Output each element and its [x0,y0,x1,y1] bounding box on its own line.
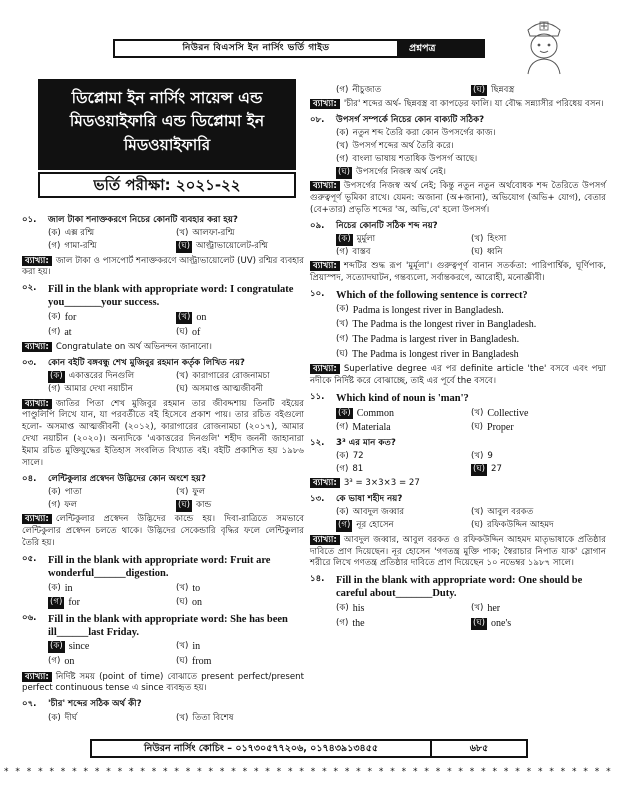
explanation [310,181,606,217]
question-number: ০৭. [22,699,37,710]
option-text: 27 [491,463,502,474]
option [176,640,304,655]
option-marker: (খ) [176,487,189,498]
star-border: * * * * * * * * * * * * * * * * * * * * * * * * * * * * * * * * * * * * * * * * * * * * * * * * * * * * * * [4,767,613,777]
correct-option [336,406,471,421]
option-marker: (ক) [48,712,61,723]
option-marker: (ঘ) [471,246,484,257]
option-marker: (ক) [338,407,351,418]
option-text: Collective [487,407,529,419]
question-number: ০১. [22,215,37,225]
option-marker: (গ) [50,597,63,608]
option-marker: (গ) [48,241,61,252]
option [48,311,176,326]
option [176,596,304,611]
question [22,215,304,227]
option-marker: (গ) [336,617,349,628]
question [310,289,606,302]
option-marker: (ক) [338,233,351,244]
question-number: ১২. [310,437,325,448]
option [176,487,304,500]
explanation [310,364,606,388]
explanation-label: ব্যাখ্যা: [310,535,340,545]
explanation-text: Congratulate on অর্থ অভিনন্দন জানানো। [55,342,212,353]
explanation [310,478,606,490]
option [336,246,471,259]
option-marker: (খ) [176,582,189,593]
option-list [22,640,304,670]
option-text: on [64,656,75,668]
option [336,421,471,436]
question-text: লেন্টিকুলার প্রস্বেদন উদ্ভিদের কোন অংশে হয়? [48,473,206,484]
option-list [310,406,606,436]
option [48,499,176,512]
left-column [22,213,304,726]
option-text: on [196,312,207,324]
course-title-box [38,79,296,170]
option-text: from [192,656,212,668]
option-text: The Padma is largest river in Bangladesh. [352,334,520,346]
explanation-text: 'চীর' শব্দের অর্থ- ছিন্নবস্ত্র বা কাপড়ের ফালি। যা বৌদ্ধ সন্ন্যাসীর পরিধেয় বসন। [343,98,604,109]
option [471,246,606,259]
option-marker: (ক) [48,487,61,498]
question-text: উপসর্গ সম্পর্কে নিচের কোন বাক্যটি সঠিক? [336,114,485,125]
option-marker: (ক) [336,507,349,518]
option [336,463,471,476]
option-text: একাত্তরের দিনগুলি [68,371,135,382]
option [336,451,471,464]
question-number: ১৪. [310,574,325,585]
explanation-label: ব্যাখ্যা: [22,342,52,352]
correct-option [48,371,176,384]
option-text: The Padma is longest river in Bangladesh [352,348,519,360]
option-text: in [192,641,201,653]
option-marker: (ক) [50,641,63,652]
question [22,474,304,486]
option-text: her [487,602,501,614]
question-number: ০৩. [22,358,37,368]
option-text: এক্স রশ্মি [64,228,95,239]
option-marker: (গ) [338,520,351,531]
option-marker: (খ) [471,233,484,244]
guide-title: নিউরন বিএসসি ইন নার্সিং ভর্তি গাইড [182,43,330,54]
option [471,233,606,246]
option-text: দীর্ঘ [64,712,78,723]
option-text: নূর হোসেন [356,520,394,531]
question-text: Fill in the blank with appropriate word: One should be careful about_______Duty. [336,575,583,600]
option-text: Common [356,407,394,419]
option-marker: (ক) [50,371,63,382]
option [48,487,176,500]
explanation-label: ব্যাখ্যা: [310,364,340,374]
option-marker: (ক) [48,312,61,323]
option-text: 81 [352,463,364,474]
option-text: উপসর্গ শব্দের অর্থ তৈরি করে। [352,140,454,151]
question-text: কোন বইটি বঙ্গবন্ধু শেখ মুজিবুর রহমান কর্তৃক লিখিত নয়? [48,358,245,368]
question-number: ০৪. [22,473,37,484]
option-text: অসমাপ্ত আত্মজীবনী [192,384,264,395]
option [471,601,606,616]
question-number: ০৮. [310,114,325,125]
option-list [310,128,606,179]
option-text: নতুন শব্দ তৈরি করা কোন উপসর্গের কাজ। [352,128,496,139]
question [310,494,606,506]
option-text: কারাগারের রোজনামচা [192,371,270,382]
option-text: মুর্মুলা [356,233,376,244]
option-marker: (খ) [471,407,484,418]
question-text: Which kind of noun is 'man'? [336,392,469,404]
option [336,140,606,153]
option [336,84,471,97]
option-text: আবুল বরকত [487,507,534,518]
option-marker: (খ) [176,641,189,652]
exam-year: ভর্তি পরীক্ষা: ২০২১-২২ [93,175,241,194]
question-text: জাল টাকা শনাক্তকরণে নিচের কোনটি ব্যবহার করা হয়? [48,215,238,225]
explanation-label: ব্যাখ্যা: [22,514,52,524]
option [48,712,176,725]
question-number: ০৫. [22,553,37,564]
option-marker: (ক) [336,602,349,613]
option-marker: (গ) [336,422,349,433]
option-text: 9 [487,451,493,461]
option-marker: (ঘ) [473,463,486,474]
question [310,221,606,233]
explanation [22,342,304,354]
correct-option [176,499,304,512]
right-column [310,83,606,632]
option-marker: (ঘ) [178,241,191,252]
option-text: the [352,617,365,629]
question [310,115,606,127]
option-list [22,371,304,397]
option-list [22,581,304,611]
explanation-text: লেন্টিকুলার প্রস্বেদন উদ্ভিদের কান্ডে হয়। দিবা-রাত্রিতে সমভাবে লেন্টিকুলার প্রস্বেদন চলতে থাকে। উদ্ভিদের সেকেন্ডারি বৃদ্ধির ফলে লেন্টিকুলার তৈরি হয়। [22,514,304,549]
explanation-text: জাল টাকা ও পাসপোর্ট শনাক্তকরণে আল্ট্রাভায়োলেট (UV) রশ্মির ব্যবহার করা হয়। [22,255,304,278]
option-text: of [192,326,201,338]
option-marker: (গ) [336,334,349,345]
explanation-text: Superlative degree এর পর definite article 'the' বসবে এবং পদ্মা নদীকে নির্দিষ্ট করে বোঝাচ্ছে, তাই এর পূর্বে the বসবে। [310,364,606,387]
option-marker: (খ) [471,602,484,613]
option-text: 72 [352,451,364,461]
correct-option [471,84,606,97]
option-marker: (গ) [336,153,349,164]
option [176,371,304,384]
option [48,581,176,596]
explanation-label: ব্যাখ্যা: [310,261,340,271]
option-list [22,487,304,513]
explanation [22,514,304,550]
question-number: ০২. [22,283,37,294]
option-marker: (গ) [336,246,349,257]
question-text: Fill in the blank with appropriate word: She has been ill______last Friday. [48,613,288,638]
question-text: 'চীর' শব্দের সঠিক অর্থ কী? [48,699,142,710]
option-marker: (ক) [48,582,61,593]
option [48,655,176,670]
option [48,325,176,340]
correct-option [336,520,471,533]
option-marker: (ঘ) [176,656,189,667]
option-text: since [68,641,90,653]
option [176,384,304,397]
option-text: আবদুল জব্বার [352,507,405,518]
option-marker: (ঘ) [176,384,189,395]
question-number: ০৯. [310,220,325,231]
option-marker: (ক) [48,228,61,239]
option-marker: (খ) [471,451,484,461]
option [336,601,471,616]
option-list [310,303,606,362]
correct-option [176,241,304,254]
question [22,283,304,309]
option [48,241,176,254]
section-tag: প্রশ্নপত্র [399,39,485,58]
option [336,153,606,166]
option-marker: (খ) [176,371,189,382]
explanation-text: আবদুল জব্বার, আবুল বরকত ও রফিকউদ্দিন আহমদ মাতৃভাষাকে প্রতিষ্ঠার দাবিতে প্রাণ দিয়েছেন। নূর হোসেন 'গণতন্ত্র মুক্তি পাক; স্বৈরাচার নিপাত যাক' স্লোগান শরীরে লিখে গণতন্ত্র প্রতিষ্ঠার দাবিতে প্রাণ দিয়েছেন ১০ নভেম্বর ১৯৮৭ সালে। [310,534,606,569]
option [176,228,304,241]
option [471,520,606,533]
course-title: ডিপ্লোমা ইন নার্সিং সায়েন্স এন্ড মিডওয়াইফারি এন্ড ডিপ্লোমা ইন মিডওয়াইফারি [69,89,265,154]
option-text: আমার দেখা নয়াচীন [64,384,133,395]
correct-option [471,463,606,476]
option-list [310,451,606,477]
option-text: বাংলা ভাষায় শতাধিক উপসর্গ আছে। [352,153,478,164]
question-text: Fill in the blank with appropriate word: I congratulate you_______your success. [48,284,294,309]
exam-year-box [38,172,296,198]
option [48,384,176,397]
question [310,574,606,600]
question-number: ১৩. [310,494,325,505]
explanation [22,672,304,696]
option-text: Proper [487,422,514,434]
explanation [310,535,606,571]
option-text: নীচুজাত [352,84,382,95]
option-text: ছিন্নবস্ত্র [491,84,515,95]
question-text: Which of the following sentence is correct? [336,289,528,301]
option-text: কান্ড [196,499,212,510]
option-list [310,84,606,97]
explanation [310,261,606,285]
option-marker: (গ) [48,656,61,667]
correct-option [48,640,176,655]
option-marker: (ঘ) [336,348,349,359]
explanation-text: নির্দিষ্ট সময় (point of time) বোঝাতে present perfect/present perfect continuous tense এ since ব্যবহৃত হয়। [22,671,304,694]
option-list [22,712,304,725]
option-text: ফুল [192,487,206,498]
question-text: নিচের কোনটি সঠিক শব্দ নয়? [336,220,438,231]
option-marker: (ক) [336,128,349,139]
option-text: রফিকউদ্দিন আহমদ [487,520,554,531]
option-text: in [64,582,73,594]
option-marker: (খ) [178,312,191,323]
option-marker: (ক) [336,451,349,461]
option-text: at [64,326,72,338]
question-number: ১১. [310,391,325,402]
option [176,581,304,596]
question [310,438,606,450]
option-marker: (গ) [48,384,61,395]
explanation-label: ব্যাখ্যা: [22,399,52,409]
question-text: Fill in the blank with appropriate word: Fruit are wonderful______digestion. [48,554,271,580]
option-list [310,601,606,631]
correct-option [336,233,471,246]
footer-contact-text: নিউরন নার্সিং কোচিং – ০১৭৩০৫৭৭২০৬, ০১৭৪৩৯১৩৪৫৫ [143,742,379,754]
question [310,392,606,405]
option-text: বাস্তব [352,246,371,257]
option-marker: (ঘ) [471,422,484,433]
option-text: one's [491,617,512,629]
question-text: 3³ এর মান কত? [336,437,396,448]
question-number: ১০. [310,288,325,299]
option-marker: (গ) [336,84,349,95]
option [176,325,304,340]
option-text: ধ্বনি [487,246,503,257]
option-marker: (খ) [176,228,189,239]
option-marker: (খ) [336,319,349,330]
option [471,421,606,436]
nurse-illustration-icon [516,12,572,76]
option-text: for [68,597,81,609]
explanation-label: ব্যাখ্যা: [22,256,52,266]
option-marker: (খ) [336,140,349,151]
explanation-text: উপসর্গের নিজস্ব অর্থ নেই; কিন্তু নতুন নতুন অর্থবোধক শব্দ তৈরিতে উপসর্গ গুরুত্বপূর্ণ ভূমিকা রাখে। যেমন: অজানা (অ+জানা), অভিযোগ (অভি+ যোগ), বেতার (বে+তার) প্রভৃতি শব্দের 'অ, অভি,বে' হলো উপসর্গ। [310,181,606,215]
option-marker: (গ) [336,463,349,474]
option-text: ফল [64,499,78,510]
option-list [310,233,606,259]
option-marker: (ঘ) [338,166,351,177]
option [336,128,606,141]
option [336,347,606,362]
option-marker: (ঘ) [471,520,484,531]
option-list [310,507,606,533]
question [22,613,304,639]
explanation [22,256,304,280]
option-text: Padma is longest river in Bangladesh. [352,304,504,316]
option-marker: (ঘ) [178,499,191,510]
explanation-text: জাতির পিতা শেখ মুজিবুর রহমান তার জীবদ্দশায় তিনটি বইয়ের পাণ্ডুলিপি লিখে যান, যা পরবর্তীতে বই হিসেবে প্রকাশ পায়। তার রচিত বইগুলো হলো- অসমাপ্ত আত্মজীবনী (২০১২), কারাগারের রোজনামচা (২০১৭), আমার দেখা নয়াচীন (২০২০)। অন্যদিকে 'একাত্তরের দিনগুলি' শহীদ জননী জাহানারা ইমাম রচিত মুক্তিযুদ্ধের ইতিহাস সংবলিত বিখ্যাত বই। বইটি প্রকাশিত হয় ১৯৮৬ সালে। [22,398,304,468]
explanation-text: 3³ = 3×3×3 = 27 [343,478,420,489]
option [471,406,606,421]
option [471,507,606,520]
option-marker: (ঘ) [176,597,189,608]
option [336,333,606,348]
option-text: আল্ট্রাভায়োলেট-রশ্মি [196,241,269,252]
option [176,655,304,670]
option [336,318,606,333]
option-text: তিতা বিশেষ [192,712,234,723]
option-text: উপসর্গের নিজস্ব অর্থ নেই। [356,166,446,177]
option-marker: (খ) [471,507,484,518]
explanation-label: ব্যাখ্যা: [310,181,340,191]
option-text: গামা-রশ্মি [64,241,97,252]
option-text: Materiala [352,422,391,434]
option-marker: (ক) [336,304,349,315]
explanation-label: ব্যাখ্যা: [310,99,340,109]
option-text: পাতা [64,487,82,498]
option-text: his [352,602,365,614]
option-marker: (ঘ) [473,617,486,628]
correct-option [336,166,606,179]
option-list [22,228,304,254]
option-text: হিংসা [487,233,507,244]
option [336,616,471,631]
option [336,507,471,520]
option [336,303,606,318]
question [22,358,304,370]
option [176,712,304,725]
question [22,554,304,580]
question [22,699,304,711]
option-text: আলফা-রশ্মি [192,228,235,239]
page-number: ৬৮৫ [432,739,528,758]
option-text: to [192,582,201,594]
option-marker: (ঘ) [176,326,189,337]
explanation [22,399,304,470]
option-marker: (খ) [176,712,189,723]
explanation-text: শব্দটির শুদ্ধ রূপ 'মুর্মূলা'। গুরুত্বপূর্ণ বানান সতর্কতা: পারিপার্শ্বিক, ঘূর্ণিপাক, প্রিয়াস্পদ, সত্যোদঘাটন, গন্তব্যলো, সর্বান্তকরণে, আরোহী, মনোজ্ঞীবী। [310,261,606,284]
option [471,451,606,464]
correct-option [176,311,304,326]
option-list [22,311,304,341]
option-text: for [64,312,77,324]
option-marker: (গ) [48,499,61,510]
guide-header [113,39,399,58]
option-text: on [192,597,203,609]
question-text: কে ভাষা শহীদ নয়? [336,494,403,505]
option-marker: (গ) [48,326,61,337]
explanation-label: ব্যাখ্যা: [310,478,340,488]
explanation [310,99,606,111]
option [48,228,176,241]
correct-option [48,596,176,611]
footer-contact [90,739,432,758]
correct-option [471,616,606,631]
option-text: The Padma is the longest river in Bangladesh. [352,319,537,331]
question-number: ০৬. [22,612,37,623]
explanation-label: ব্যাখ্যা: [22,672,52,682]
option-marker: (ঘ) [473,84,486,95]
